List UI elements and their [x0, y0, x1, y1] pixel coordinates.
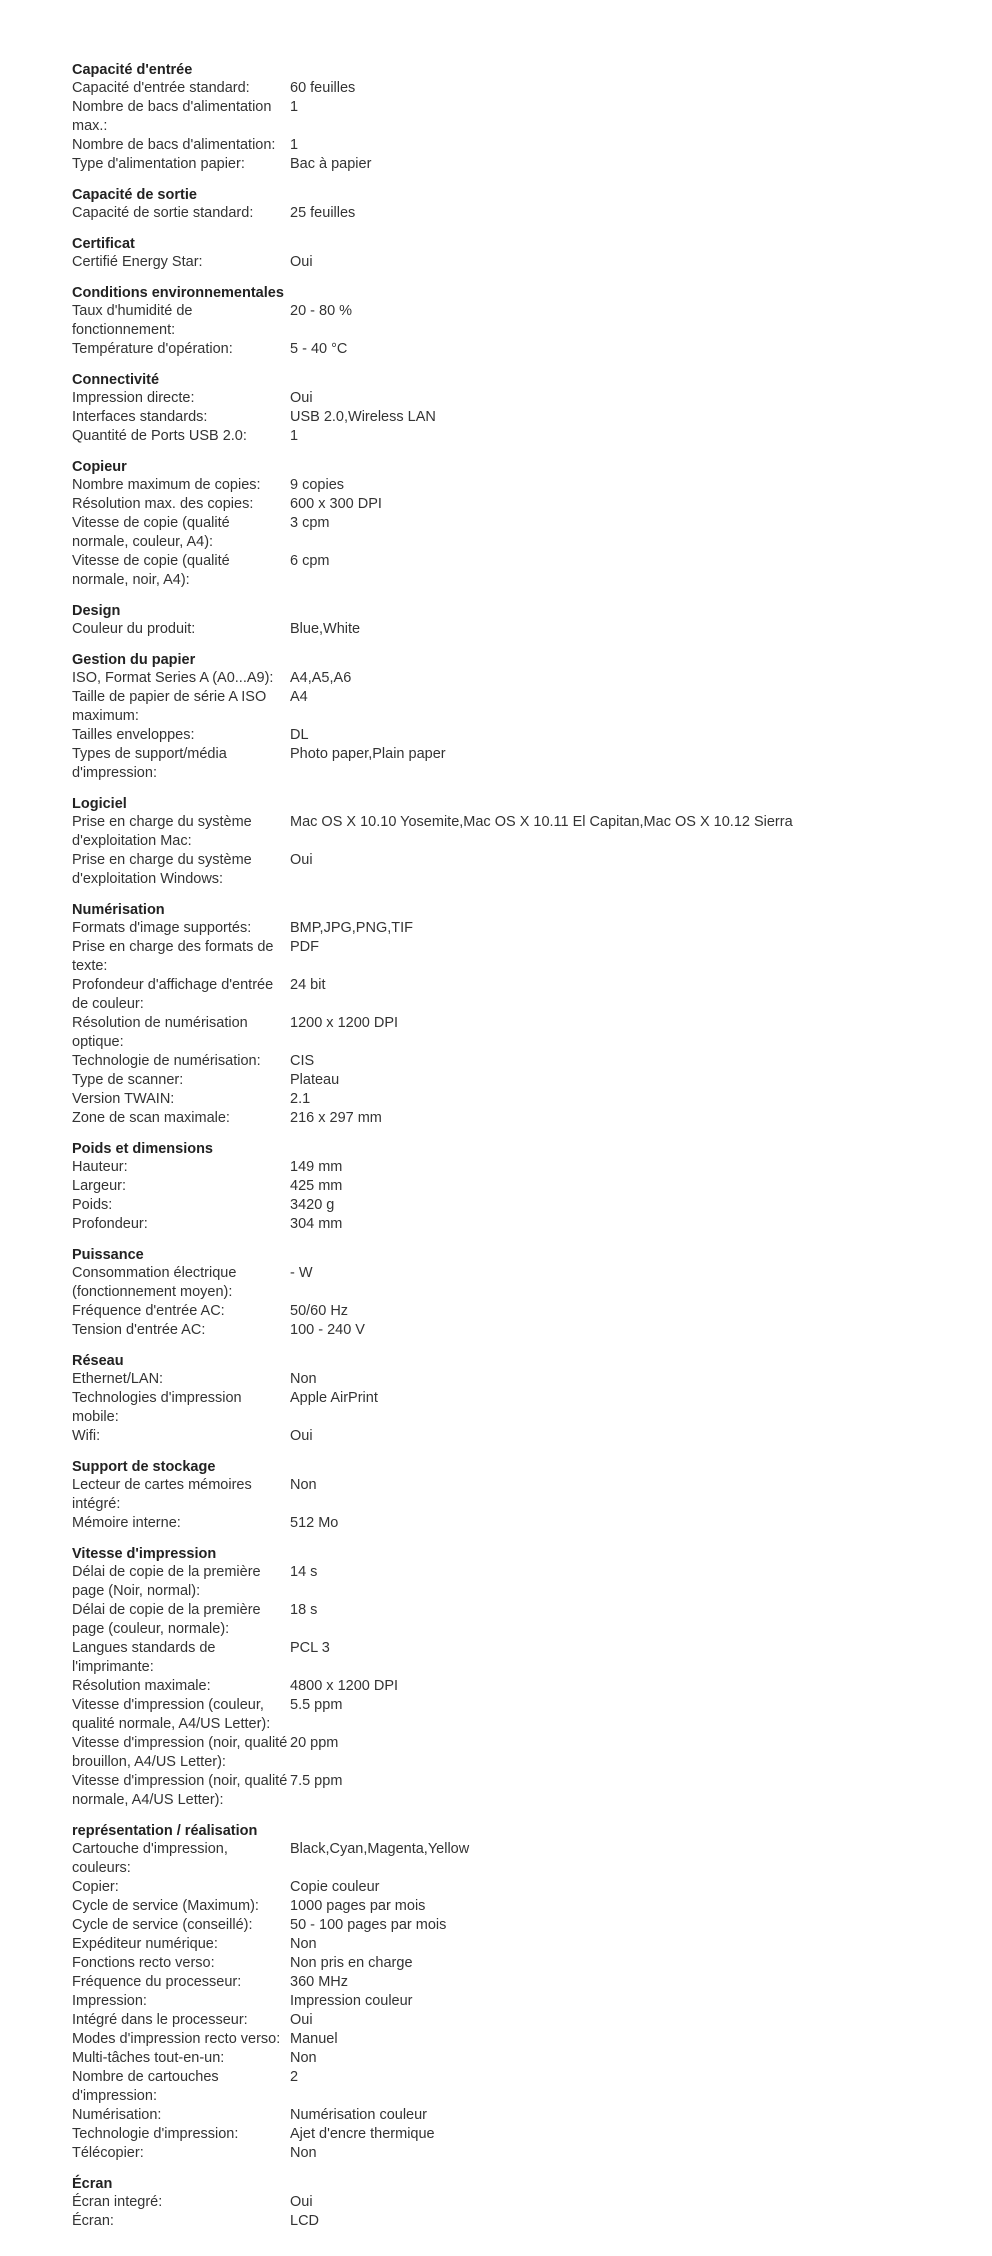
spec-label: Vitesse d'impression (noir, qualité normale, A4/US Letter):: [72, 1773, 288, 1808]
section-title: Support de stockage: [72, 1459, 216, 1475]
spec-row: [72, 1177, 952, 1196]
spec-row: [72, 1196, 952, 1215]
spec-value: 9 copies: [290, 477, 345, 493]
spec-label: Vitesse d'impression (noir, qualité brouillon, A4/US Letter):: [72, 1735, 288, 1770]
spec-label: Expéditeur numérique:: [72, 1936, 218, 1952]
spec-label: Fréquence d'entrée AC:: [72, 1303, 225, 1319]
spec-label: Wifi:: [72, 1428, 101, 1444]
section-title: Capacité de sortie: [72, 187, 197, 203]
spec-section: [72, 459, 952, 590]
section-title: Conditions environnementales: [72, 285, 284, 301]
spec-value: Oui: [290, 254, 313, 270]
section-title: Puissance: [72, 1247, 144, 1263]
spec-row: [72, 2049, 952, 2068]
spec-value: 4800 x 1200 DPI: [290, 1678, 399, 1694]
spec-label: Prise en charge du système d'exploitation Mac:: [72, 814, 252, 849]
spec-row: [72, 1916, 952, 1935]
spec-row: [72, 1321, 952, 1340]
spec-row: [72, 1563, 952, 1601]
spec-value: 50 - 100 pages par mois: [290, 1917, 447, 1933]
spec-row: [72, 2144, 952, 2163]
spec-label: Poids:: [72, 1197, 113, 1213]
spec-row: [72, 1476, 952, 1514]
spec-label: Formats d'image supportés:: [72, 920, 252, 936]
spec-row: [72, 2030, 952, 2049]
spec-row: [72, 1014, 952, 1052]
spec-value: 1200 x 1200 DPI: [290, 1015, 399, 1031]
spec-row: [72, 1677, 952, 1696]
spec-value: 50/60 Hz: [290, 1303, 349, 1319]
spec-value: 25 feuilles: [290, 205, 356, 221]
spec-row: [72, 1992, 952, 2011]
spec-row: [72, 1514, 952, 1533]
spec-value: Non: [290, 1936, 317, 1952]
spec-label: Fonctions recto verso:: [72, 1955, 215, 1971]
spec-label: Types de support/média d'impression:: [72, 746, 227, 781]
spec-value: PDF: [290, 939, 319, 955]
spec-value: 14 s: [290, 1564, 318, 1580]
spec-document: [72, 62, 952, 2244]
spec-label: Numérisation:: [72, 2107, 162, 2123]
spec-label: Zone de scan maximale:: [72, 1110, 230, 1126]
spec-section: [72, 285, 952, 359]
spec-label: Résolution de numérisation optique:: [72, 1015, 248, 1050]
spec-label: Impression directe:: [72, 390, 195, 406]
spec-row: [72, 1734, 952, 1772]
spec-row: [72, 514, 952, 552]
spec-row: [72, 476, 952, 495]
spec-value: USB 2.0,Wireless LAN: [290, 409, 436, 425]
spec-value: Black,Cyan,Magenta,Yellow: [290, 1841, 470, 1857]
spec-label: Quantité de Ports USB 2.0:: [72, 428, 247, 444]
spec-row: [72, 1302, 952, 1321]
spec-value: Ajet d'encre thermique: [290, 2126, 435, 2142]
spec-row: [72, 2125, 952, 2144]
spec-row: [72, 98, 952, 136]
spec-value: Photo paper,Plain paper: [290, 746, 446, 762]
spec-label: Tension d'entrée AC:: [72, 1322, 206, 1338]
spec-label: Copier:: [72, 1879, 119, 1895]
spec-section: [72, 62, 952, 174]
spec-label: Délai de copie de la première page (couleur, normale):: [72, 1602, 261, 1637]
spec-row: [72, 1109, 952, 1128]
spec-label: Nombre de cartouches d'impression:: [72, 2069, 219, 2104]
spec-label: Couleur du produit:: [72, 621, 196, 637]
spec-label: Cycle de service (conseillé):: [72, 1917, 253, 1933]
spec-label: Écran:: [72, 2213, 114, 2229]
spec-section: [72, 372, 952, 446]
spec-row: [72, 1370, 952, 1389]
spec-value: Non: [290, 1371, 317, 1387]
spec-value: 7.5 ppm: [290, 1773, 343, 1789]
spec-label: Vitesse de copie (qualité normale, couleur, A4):: [72, 515, 230, 550]
spec-row: [72, 427, 952, 446]
spec-label: Certifié Energy Star:: [72, 254, 203, 270]
spec-row: [72, 1264, 952, 1302]
spec-value: Copie couleur: [290, 1879, 380, 1895]
spec-label: Cartouche d'impression, couleurs:: [72, 1841, 228, 1876]
spec-row: [72, 1897, 952, 1916]
spec-value: Blue,White: [290, 621, 361, 637]
spec-row: [72, 1840, 952, 1878]
spec-row: [72, 340, 952, 359]
spec-value: Oui: [290, 1428, 313, 1444]
spec-label: Technologies d'impression mobile:: [72, 1390, 242, 1425]
spec-label: Consommation électrique (fonctionnement moyen):: [72, 1265, 237, 1300]
spec-section: [72, 1353, 952, 1446]
section-title: Réseau: [72, 1353, 124, 1369]
spec-label: Délai de copie de la première page (Noir, normal):: [72, 1564, 261, 1599]
spec-row: [72, 1071, 952, 1090]
spec-section: [72, 1546, 952, 1810]
spec-row: [72, 408, 952, 427]
spec-value: 425 mm: [290, 1178, 343, 1194]
spec-value: Non pris en charge: [290, 1955, 413, 1971]
spec-value: Non: [290, 2050, 317, 2066]
section-title: représentation / réalisation: [72, 1823, 258, 1839]
spec-label: ISO, Format Series A (A0...A9):: [72, 670, 274, 686]
spec-section: [72, 236, 952, 272]
spec-value: 1: [290, 137, 299, 153]
spec-value: DL: [290, 727, 309, 743]
section-title: Vitesse d'impression: [72, 1546, 217, 1562]
spec-value: Manuel: [290, 2031, 338, 2047]
spec-label: Vitesse de copie (qualité normale, noir, A4):: [72, 553, 230, 588]
spec-value: BMP,JPG,PNG,TIF: [290, 920, 414, 936]
spec-row: [72, 136, 952, 155]
spec-row: [72, 552, 952, 590]
section-title: Gestion du papier: [72, 652, 196, 668]
spec-value: Oui: [290, 2012, 313, 2028]
spec-label: Lecteur de cartes mémoires intégré:: [72, 1477, 252, 1512]
spec-row: [72, 1973, 952, 1992]
spec-value: 149 mm: [290, 1159, 343, 1175]
spec-label: Impression:: [72, 1993, 147, 2009]
spec-row: [72, 1052, 952, 1071]
spec-label: Hauteur:: [72, 1159, 128, 1175]
spec-value: 2: [290, 2069, 299, 2085]
spec-row: [72, 204, 952, 223]
spec-value: 6 cpm: [290, 553, 330, 569]
spec-label: Intégré dans le processeur:: [72, 2012, 248, 2028]
spec-label: Vitesse d'impression (couleur, qualité normale, A4/US Letter):: [72, 1697, 271, 1732]
section-title: Copieur: [72, 459, 127, 475]
spec-value: 18 s: [290, 1602, 318, 1618]
spec-value: LCD: [290, 2213, 320, 2229]
spec-value: 3420 g: [290, 1197, 335, 1213]
section-title: Logiciel: [72, 796, 127, 812]
spec-value: - W: [290, 1265, 313, 1281]
spec-label: Cycle de service (Maximum):: [72, 1898, 259, 1914]
spec-row: [72, 745, 952, 783]
spec-value: 1000 pages par mois: [290, 1898, 426, 1914]
spec-label: Taux d'humidité de fonctionnement:: [72, 303, 193, 338]
spec-value: 20 - 80 %: [290, 303, 353, 319]
spec-section: [72, 796, 952, 889]
spec-value: 600 x 300 DPI: [290, 496, 382, 512]
spec-row: [72, 1215, 952, 1234]
spec-value: Non: [290, 2145, 317, 2161]
spec-row: [72, 79, 952, 98]
spec-row: [72, 688, 952, 726]
spec-value: 1: [290, 99, 299, 115]
spec-row: [72, 155, 952, 174]
spec-value: Mac OS X 10.10 Yosemite,Mac OS X 10.11 El Capitan,Mac OS X 10.12 Sierra: [290, 814, 793, 830]
spec-row: [72, 2011, 952, 2030]
spec-row: [72, 1772, 952, 1810]
spec-row: [72, 620, 952, 639]
spec-row: [72, 1639, 952, 1677]
spec-label: Type d'alimentation papier:: [72, 156, 245, 172]
spec-section: [72, 1823, 952, 2163]
spec-value: Oui: [290, 2194, 313, 2210]
spec-row: [72, 851, 952, 889]
spec-row: [72, 2212, 952, 2231]
spec-value: Plateau: [290, 1072, 340, 1088]
spec-section: [72, 1141, 952, 1234]
spec-section: [72, 1459, 952, 1533]
section-title: Écran: [72, 2176, 113, 2192]
spec-value: 100 - 240 V: [290, 1322, 365, 1338]
spec-row: [72, 1696, 952, 1734]
spec-label: Résolution max. des copies:: [72, 496, 254, 512]
spec-section: [72, 652, 952, 783]
section-title: Design: [72, 603, 121, 619]
spec-value: Numérisation couleur: [290, 2107, 428, 2123]
spec-section: [72, 902, 952, 1128]
spec-value: 3 cpm: [290, 515, 330, 531]
spec-value: Bac à papier: [290, 156, 372, 172]
spec-row: [72, 1878, 952, 1897]
spec-label: Technologie d'impression:: [72, 2126, 239, 2142]
spec-label: Version TWAIN:: [72, 1091, 175, 1107]
spec-label: Température d'opération:: [72, 341, 233, 357]
spec-value: 512 Mo: [290, 1515, 339, 1531]
spec-label: Profondeur d'affichage d'entrée de couleur:: [72, 977, 274, 1012]
section-title: Numérisation: [72, 902, 165, 918]
spec-value: Non: [290, 1477, 317, 1493]
spec-value: 5.5 ppm: [290, 1697, 343, 1713]
spec-section: [72, 603, 952, 639]
spec-row: [72, 669, 952, 688]
spec-label: Mémoire interne:: [72, 1515, 181, 1531]
spec-label: Interfaces standards:: [72, 409, 208, 425]
spec-label: Multi-tâches tout-en-un:: [72, 2050, 225, 2066]
spec-row: [72, 1389, 952, 1427]
spec-label: Écran integré:: [72, 2194, 163, 2210]
spec-value: 304 mm: [290, 1216, 343, 1232]
spec-row: [72, 938, 952, 976]
spec-label: Résolution maximale:: [72, 1678, 211, 1694]
spec-label: Capacité de sortie standard:: [72, 205, 254, 221]
spec-label: Prise en charge des formats de texte:: [72, 939, 274, 974]
spec-value: 5 - 40 °C: [290, 341, 348, 357]
spec-value: 60 feuilles: [290, 80, 356, 96]
spec-label: Nombre de bacs d'alimentation max.:: [72, 99, 272, 134]
spec-label: Nombre maximum de copies:: [72, 477, 261, 493]
spec-row: [72, 1427, 952, 1446]
spec-label: Capacité d'entrée standard:: [72, 80, 250, 96]
spec-row: [72, 1158, 952, 1177]
spec-row: [72, 1601, 952, 1639]
spec-row: [72, 302, 952, 340]
spec-row: [72, 389, 952, 408]
spec-value: PCL 3: [290, 1640, 330, 1656]
spec-value: 24 bit: [290, 977, 326, 993]
spec-section: [72, 1247, 952, 1340]
spec-row: [72, 2068, 952, 2106]
spec-value: Apple AirPrint: [290, 1390, 378, 1406]
spec-value: 2.1: [290, 1091, 311, 1107]
spec-row: [72, 1090, 952, 1109]
spec-label: Type de scanner:: [72, 1072, 184, 1088]
spec-label: Technologie de numérisation:: [72, 1053, 261, 1069]
spec-label: Prise en charge du système d'exploitation Windows:: [72, 852, 252, 887]
spec-value: A4: [290, 689, 308, 705]
spec-row: [72, 495, 952, 514]
spec-label: Modes d'impression recto verso:: [72, 2031, 281, 2047]
spec-label: Ethernet/LAN:: [72, 1371, 164, 1387]
spec-label: Profondeur:: [72, 1216, 148, 1232]
spec-label: Fréquence du processeur:: [72, 1974, 242, 1990]
section-title: Poids et dimensions: [72, 1141, 213, 1157]
spec-row: [72, 813, 952, 851]
section-title: Connectivité: [72, 372, 160, 388]
spec-label: Largeur:: [72, 1178, 127, 1194]
spec-value: 20 ppm: [290, 1735, 339, 1751]
spec-value: A4,A5,A6: [290, 670, 352, 686]
spec-value: 216 x 297 mm: [290, 1110, 382, 1126]
spec-row: [72, 1935, 952, 1954]
spec-row: [72, 919, 952, 938]
spec-row: [72, 2193, 952, 2212]
spec-value: 1: [290, 428, 299, 444]
spec-value: 360 MHz: [290, 1974, 349, 1990]
spec-row: [72, 2106, 952, 2125]
spec-row: [72, 726, 952, 745]
section-title: Certificat: [72, 236, 135, 252]
spec-section: [72, 2176, 952, 2231]
spec-value: Oui: [290, 852, 313, 868]
spec-label: Langues standards de l'imprimante:: [72, 1640, 216, 1675]
spec-label: Taille de papier de série A ISO maximum:: [72, 689, 267, 724]
spec-label: Nombre de bacs d'alimentation:: [72, 137, 276, 153]
spec-row: [72, 253, 952, 272]
spec-value: Impression couleur: [290, 1993, 413, 2009]
section-title: Capacité d'entrée: [72, 62, 193, 78]
spec-value: CIS: [290, 1053, 315, 1069]
spec-value: Oui: [290, 390, 313, 406]
spec-label: Tailles enveloppes:: [72, 727, 195, 743]
spec-label: Télécopier:: [72, 2145, 144, 2161]
spec-row: [72, 1954, 952, 1973]
spec-row: [72, 976, 952, 1014]
spec-section: [72, 187, 952, 223]
